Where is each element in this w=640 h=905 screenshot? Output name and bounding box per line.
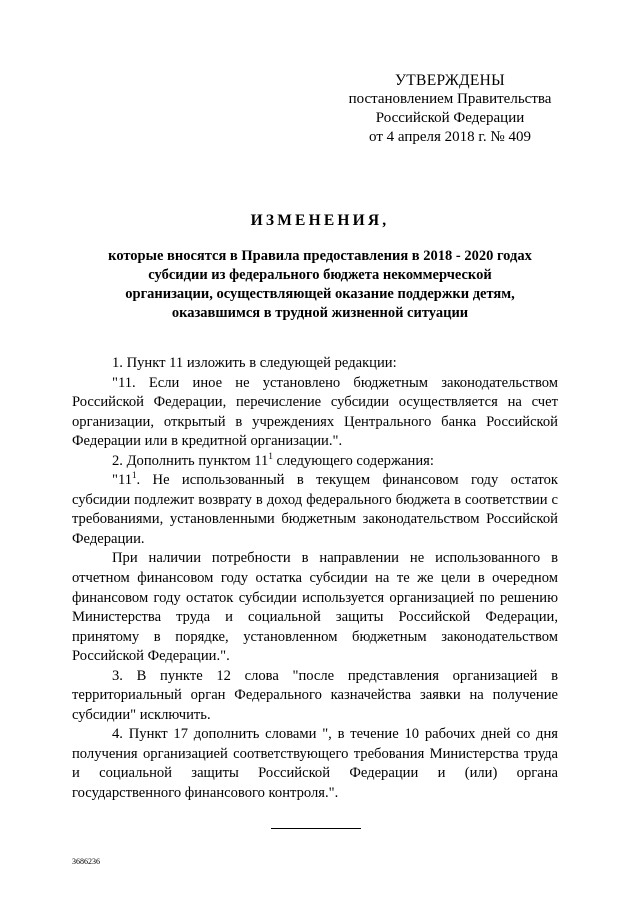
document-code: 3686236 <box>72 857 100 866</box>
paragraph-7: 4. Пункт 17 дополнить словами ", в течение 10 рабочих дней со дня получения организацией соответствующего требования Министерства труда и социальной защиты Российской Федерации и (или) органа государственного финансового контроля.". <box>72 726 558 802</box>
paragraph-3-text: следующего содержания: <box>272 452 434 469</box>
subtitle-line: субсидии из федерального бюджета некоммерческой <box>148 267 492 283</box>
document-subtitle <box>90 247 550 323</box>
approval-heading: УТВЕРЖДЕНЫ <box>395 72 505 89</box>
paragraph-2: "11. Если иное не установлено бюджетным законодательством Российской Федерации, перечисление субсидии осуществляется на счет организации, открытый в учреждениях Центрального банка Российской Федерации или в кредитной организации.". <box>72 374 558 450</box>
document-body <box>72 354 558 804</box>
subtitle-line: которые вносятся в Правила предоставления в 2018 - 2020 годах <box>108 248 532 264</box>
paragraph-4 <box>72 471 558 549</box>
paragraph-3-text: 2. Дополнить пунктом 11 <box>112 452 269 469</box>
approval-block <box>330 71 570 147</box>
superscript: 1 <box>268 450 273 461</box>
subtitle-line: оказавшимся в трудной жизненной ситуации <box>171 305 469 321</box>
superscript: 1 <box>132 470 137 481</box>
paragraph-1: 1. Пункт 11 изложить в следующей редакции: <box>112 355 397 371</box>
document-title: ИЗМЕНЕНИЯ, <box>250 212 390 229</box>
paragraph-4-text: . Не использованный в текущем финансовом году остаток субсидии подлежит возврату в доход федерального бюджета в соответствии с требованиями, установленными бюджетным законодательством Российской Федерации. <box>72 472 558 547</box>
end-separator <box>271 828 361 829</box>
paragraph-5: При наличии потребности в направлении не использованного в отчетном финансовом году остатка субсидии на те же цели в очередном финансовом году остаток субсидии используется организацией по решению Министерства труда и социальной защиты Российской Федерации, принятому в порядке, установленном бюджетным законодательством Российской Федерации.". <box>72 550 558 665</box>
paragraph-4-text: "11 <box>112 472 133 489</box>
paragraph-3 <box>72 452 558 472</box>
paragraph-6: 3. В пункте 12 слова "после представления организацией в территориальный орган Федерального казначейства заявки на получение субсидии" исключить. <box>72 667 558 723</box>
approval-date-number: от 4 апреля 2018 г. № 409 <box>369 129 531 145</box>
approval-line: постановлением Правительства <box>348 91 552 107</box>
approval-line: Российской Федерации <box>375 110 525 126</box>
subtitle-line: организации, осуществляющей оказание поддержки детям, <box>125 286 515 302</box>
